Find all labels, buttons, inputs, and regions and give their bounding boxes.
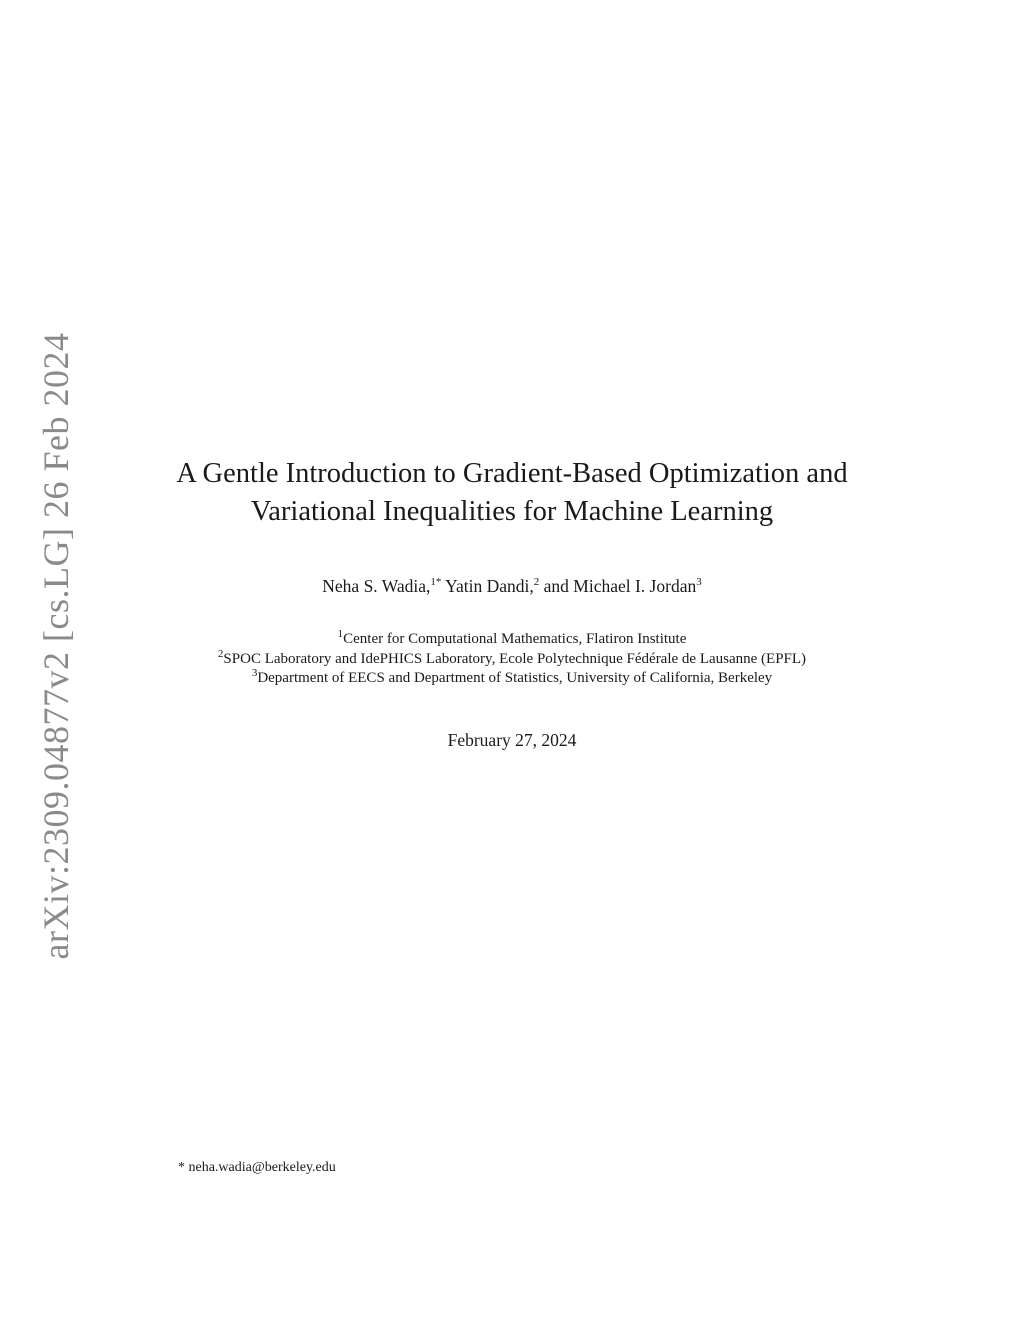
author-list (0, 576, 1024, 597)
affiliation-2 (0, 647, 1024, 670)
title-line-2: Variational Inequalities for Machine Learning (250, 496, 774, 527)
affiliation-3 (0, 669, 1024, 689)
affiliation-text: SPOC Laboratory and IdePHICS Laboratory, Ecole Polytechnique Fédérale de Lausanne (EPFL) (223, 650, 807, 667)
affiliation-mark: 1 (337, 628, 344, 640)
paper-date: February 27, 2024 (447, 730, 577, 750)
affiliation-list (0, 630, 1024, 689)
affiliation-text: Department of EECS and Department of Statistics, University of California, Berkeley (257, 670, 773, 686)
affiliation-mark: 3 (251, 667, 258, 679)
author-mark-1: 1* (430, 576, 442, 589)
author-name-1: Neha S. Wadia, (322, 576, 431, 596)
affiliation-text: Center for Computational Mathematics, Flatiron Institute (343, 631, 687, 647)
affiliation-1 (0, 630, 1024, 650)
arxiv-identifier: arXiv:2309.04877v2 [cs.LG] 26 Feb 2024 (36, 332, 76, 960)
author-name-2: Yatin Dandi, (441, 576, 534, 596)
paper-title (0, 455, 1024, 531)
footnote-mark: * (178, 1160, 185, 1175)
affiliation-mark: 2 (217, 647, 224, 660)
author-name-3: and Michael I. Jordan (539, 576, 697, 596)
author-mark-3: 3 (696, 576, 702, 589)
footnote (178, 1160, 336, 1176)
footnote-email: neha.wadia@berkeley.edu (188, 1160, 336, 1175)
author-mark-2: 2 (533, 576, 540, 589)
title-line-1: A Gentle Introduction to Gradient-Based Optimization and (176, 458, 848, 489)
